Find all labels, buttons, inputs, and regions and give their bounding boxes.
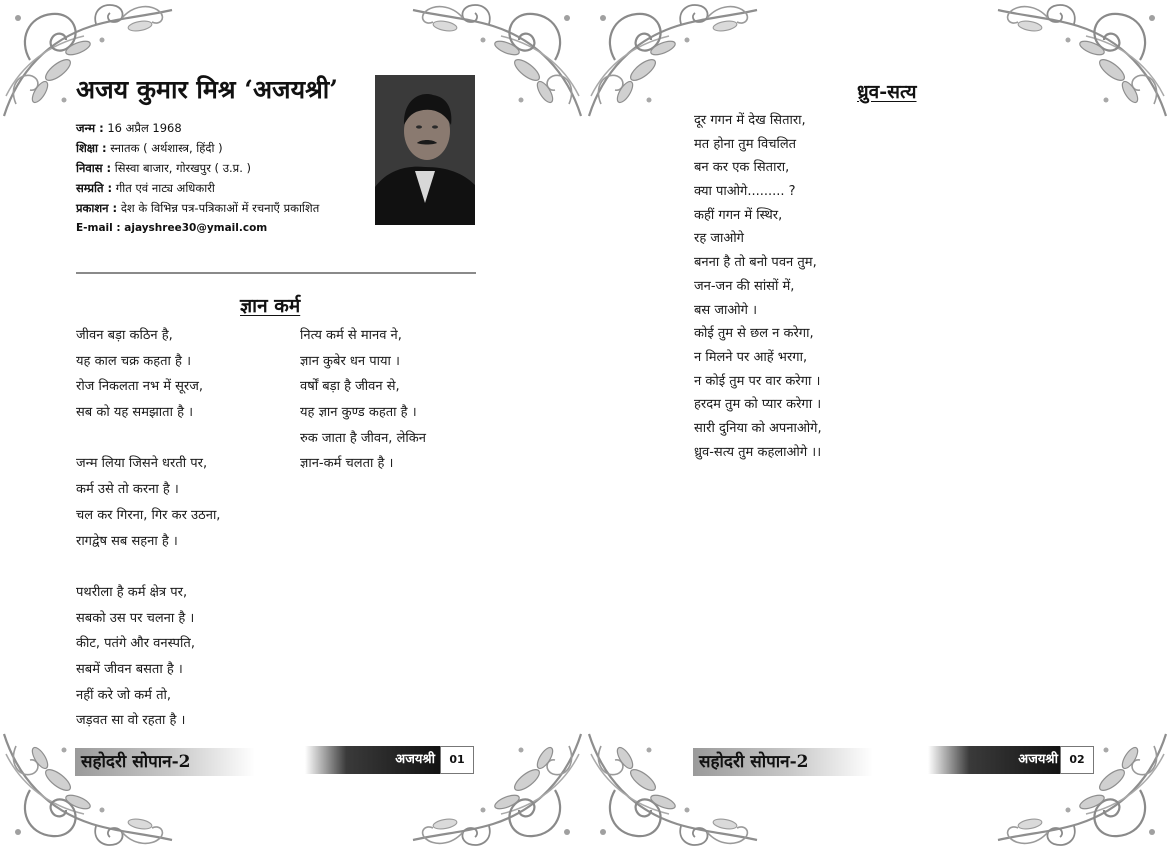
footer-author: अजयश्री [1018, 752, 1058, 767]
verse-line: मत होना तुम विचलित [694, 136, 797, 152]
poem-column-1 [76, 323, 220, 734]
verse-line: ज्ञान कुबेर धन पाया । [300, 353, 400, 369]
page-number: 02 [1060, 746, 1094, 774]
verse-line: नित्य कर्म से मानव ने, [300, 328, 402, 343]
bio-value: सिस्वा बाजार, गोरखपुर ( उ.प्र. ) [111, 161, 251, 175]
verse-line: जन्म लिया जिसने धरती पर, [76, 456, 208, 472]
bio-label: शिक्षा : [76, 141, 107, 155]
verse-line: बनना है तो बनो पवन तुम, [694, 255, 817, 271]
page-number: 01 [440, 746, 474, 774]
verse-line: ध्रुव-सत्य तुम कहलाओगे ।। [694, 444, 822, 460]
verse-line: हरदम तुम को प्यार करेगा । [694, 397, 822, 413]
poem-title: ज्ञान कर्म [240, 295, 301, 317]
verse-line: न मिलने पर आहें भरगा, [694, 349, 808, 365]
floral-corner-icon [585, 0, 760, 120]
author-banner [305, 746, 443, 774]
bio-value: देश के विभिन्न पत्र-पत्रिकाओं में रचनाएँ प्रकाशित [117, 201, 320, 215]
author-name: अजय कुमार मिश्र ‘अजयश्री’ [76, 75, 338, 104]
bio-publication [76, 198, 376, 218]
bio-label: सम्प्रति : [76, 181, 113, 195]
verse-line: यह काल चक्र कहता है । [76, 353, 192, 369]
verse-line: जन-जन की सांसों में, [694, 278, 795, 294]
verse-line: कोई तुम से छल न करेगा, [694, 326, 814, 342]
poem-title: ध्रुव-सत्य [857, 81, 917, 103]
bio-education [76, 138, 376, 158]
verse-line: रुक जाता है जीवन, लेकिन [300, 430, 426, 446]
verse-line: रोज निकलता नभ में सूरज, [76, 379, 204, 395]
verse-line: सबमें जीवन बसता है । [76, 661, 183, 677]
verse-line: ज्ञान-कर्म चलता है । [300, 456, 394, 472]
verse-line: सब को यह समझाता है । [76, 405, 194, 421]
bio-label: प्रकाशन : [76, 201, 118, 215]
stanza-gap [76, 554, 220, 580]
bio-birth [76, 118, 376, 138]
bio-value: गीत एवं नाट्य अधिकारी [112, 181, 215, 195]
verse-line: रह जाओगे [694, 231, 744, 247]
verse-line: यह ज्ञान कुण्ड कहता है । [300, 405, 417, 421]
verse-line: चल कर गिरना, गिर कर उठना, [76, 507, 221, 523]
series-title: सहोदरी सोपान-2 [81, 752, 191, 772]
right-page [585, 0, 1170, 850]
verse-line: क्या पाओगे......... ? [694, 184, 796, 200]
series-title: सहोदरी सोपान-2 [699, 752, 809, 772]
verse-line: बस जाओगे । [694, 302, 758, 318]
verse-line: जड़वत सा वो रहता है । [76, 713, 186, 729]
bio-value: 16 अप्रैल 1968 [103, 121, 182, 135]
verse-line: कीट, पतंगे और वनस्पति, [76, 636, 195, 652]
floral-corner-icon [995, 0, 1170, 120]
bio-residence [76, 158, 376, 178]
verse-line: न कोई तुम पर वार करेगा । [694, 373, 821, 389]
verse-line: सारी दुनिया को अपनाओगे, [694, 420, 822, 436]
author-portrait-icon [375, 75, 475, 225]
poem-column-2 [300, 323, 426, 477]
verse-line: कर्म उसे तो करना है । [76, 482, 179, 498]
verse-line: सबको उस पर चलना है । [76, 610, 195, 626]
author-bio [76, 118, 376, 238]
bio-label: जन्म : [76, 121, 104, 135]
verse-line: जीवन बड़ा कठिन है, [76, 328, 173, 343]
bio-value: स्नातक ( अर्थशास्त्र, हिंदी ) [106, 141, 223, 155]
verse-line: नहीं करे जो कर्म तो, [76, 687, 171, 703]
verse-line: रागद्वेष सब सहना है । [76, 533, 178, 549]
verse-line: दूर गगन में देख सितारा, [694, 113, 806, 128]
stanza-gap [76, 426, 220, 452]
author-photo [375, 75, 475, 225]
bio-label: निवास : [76, 161, 112, 175]
author-banner [928, 746, 1066, 774]
poem-column [694, 109, 822, 464]
footer-author: अजयश्री [395, 752, 435, 767]
section-divider [76, 272, 476, 274]
verse-line: बन कर एक सितारा, [694, 160, 790, 176]
series-banner [693, 748, 873, 776]
series-banner [75, 748, 255, 776]
bio-email: E-mail : ajayshree30@ymail.com [76, 222, 268, 234]
verse-line: कहीं गगन में स्थिर, [694, 207, 783, 223]
verse-line: वर्षों बड़ा है जीवन से, [300, 379, 400, 395]
bio-occupation [76, 178, 376, 198]
verse-line: पथरीला है कर्म क्षेत्र पर, [76, 584, 188, 600]
